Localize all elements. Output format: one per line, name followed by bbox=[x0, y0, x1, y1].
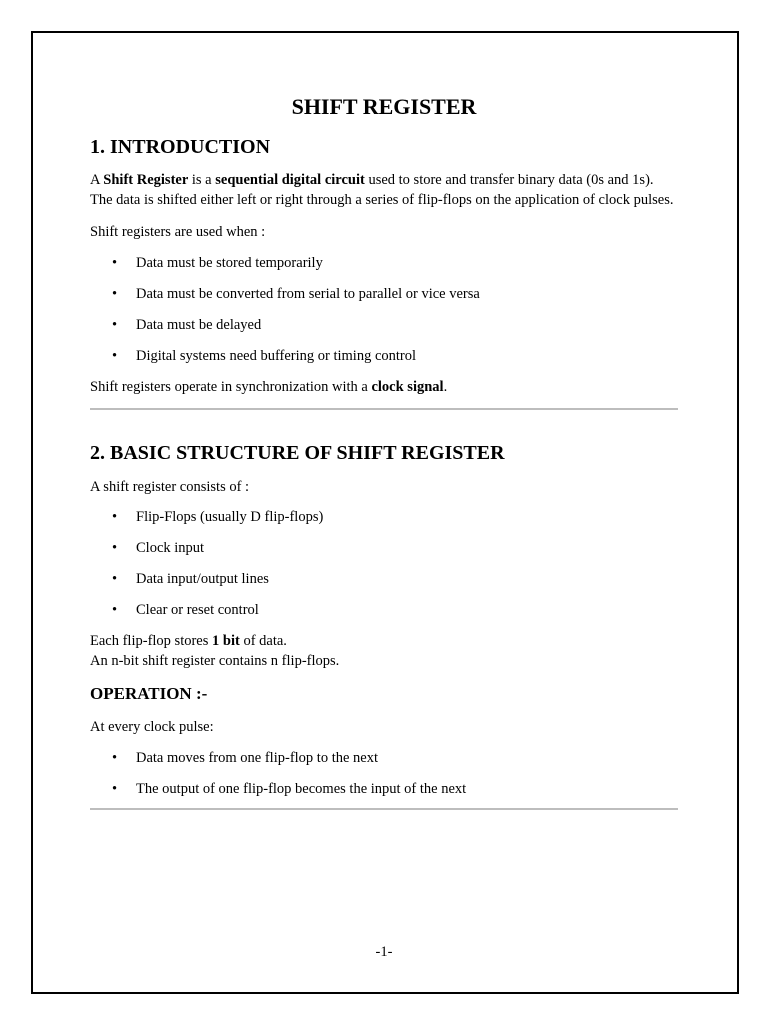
list-item bbox=[90, 569, 678, 589]
list-item bbox=[90, 315, 678, 335]
list-item bbox=[90, 284, 678, 304]
bullet-icon: • bbox=[112, 540, 118, 556]
document-body bbox=[90, 92, 678, 810]
list-item-text: Clear or reset control bbox=[136, 602, 259, 618]
intro-bold-sequential-circuit: sequential digital circuit bbox=[215, 172, 365, 188]
bullet-icon: • bbox=[112, 571, 118, 587]
list-item bbox=[90, 253, 678, 273]
page-number: -1- bbox=[375, 944, 393, 960]
list-item-text: Data must be converted from serial to parallel or vice versa bbox=[136, 286, 480, 302]
used-when-list bbox=[90, 253, 678, 366]
intro-paragraph bbox=[90, 170, 678, 210]
section-heading-basic-structure: 2. BASIC STRUCTURE OF SHIFT REGISTER bbox=[90, 442, 505, 464]
list-item-text: Data moves from one flip-flop to the next bbox=[136, 750, 379, 766]
consists-of-paragraph: A shift register consists of : bbox=[90, 479, 250, 495]
list-item bbox=[90, 748, 678, 768]
bit-bold-1-bit: 1 bit bbox=[212, 633, 240, 649]
clock-text-1: Shift registers operate in synchronization with a bbox=[90, 379, 372, 395]
operation-list bbox=[90, 748, 678, 799]
bullet-icon: • bbox=[112, 348, 118, 364]
operation-lead-paragraph: At every clock pulse: bbox=[90, 719, 214, 735]
list-item bbox=[90, 600, 678, 620]
list-item-text: Digital systems need buffering or timing control bbox=[136, 348, 417, 364]
bullet-icon: • bbox=[112, 286, 118, 302]
clock-signal-paragraph bbox=[90, 377, 678, 397]
list-item-text: The output of one flip-flop becomes the input of the next bbox=[136, 781, 467, 797]
bit-note-paragraph bbox=[90, 631, 678, 671]
list-item bbox=[90, 346, 678, 366]
list-item-text: Data must be stored temporarily bbox=[136, 255, 323, 271]
components-list bbox=[90, 507, 678, 620]
operation-heading: OPERATION :- bbox=[90, 684, 208, 703]
clock-bold-signal: clock signal bbox=[371, 379, 444, 395]
clock-text-2: . bbox=[443, 379, 448, 395]
intro-text-2: is a bbox=[188, 172, 216, 188]
bit-text-1: Each flip-flop stores bbox=[90, 633, 213, 649]
bullet-icon: • bbox=[112, 317, 118, 333]
section-heading-introduction: 1. INTRODUCTION bbox=[90, 136, 271, 158]
bullet-icon: • bbox=[112, 255, 118, 271]
list-item-text: Flip-Flops (usually D flip-flops) bbox=[136, 509, 324, 525]
intro-text-1: A bbox=[90, 172, 104, 188]
list-item-text: Data must be delayed bbox=[136, 317, 262, 333]
list-item-text: Clock input bbox=[136, 540, 205, 556]
bullet-icon: • bbox=[112, 781, 118, 797]
bullet-icon: • bbox=[112, 750, 118, 766]
list-item-text: Data input/output lines bbox=[136, 571, 269, 587]
list-item bbox=[90, 538, 678, 558]
list-item bbox=[90, 779, 678, 799]
section-basic-structure bbox=[90, 440, 678, 810]
used-when-paragraph: Shift registers are used when : bbox=[90, 224, 266, 240]
intro-text-3: used to store and transfer binary data (0s and 1s). The data is shifted either left or right through a series of flip-flops on the application of clock pulses. bbox=[90, 172, 674, 208]
intro-bold-shift-register: Shift Register bbox=[103, 172, 189, 188]
section-divider bbox=[90, 408, 678, 410]
document-title: SHIFT REGISTER bbox=[291, 94, 477, 119]
list-item bbox=[90, 507, 678, 527]
bit-text-2: of data. bbox=[239, 633, 287, 649]
bullet-icon: • bbox=[112, 602, 118, 618]
section-divider bbox=[90, 808, 678, 810]
bullet-icon: • bbox=[112, 509, 118, 525]
bit-text-line2: An n-bit shift register contains n flip-flops. bbox=[90, 653, 340, 669]
section-introduction bbox=[90, 134, 678, 410]
